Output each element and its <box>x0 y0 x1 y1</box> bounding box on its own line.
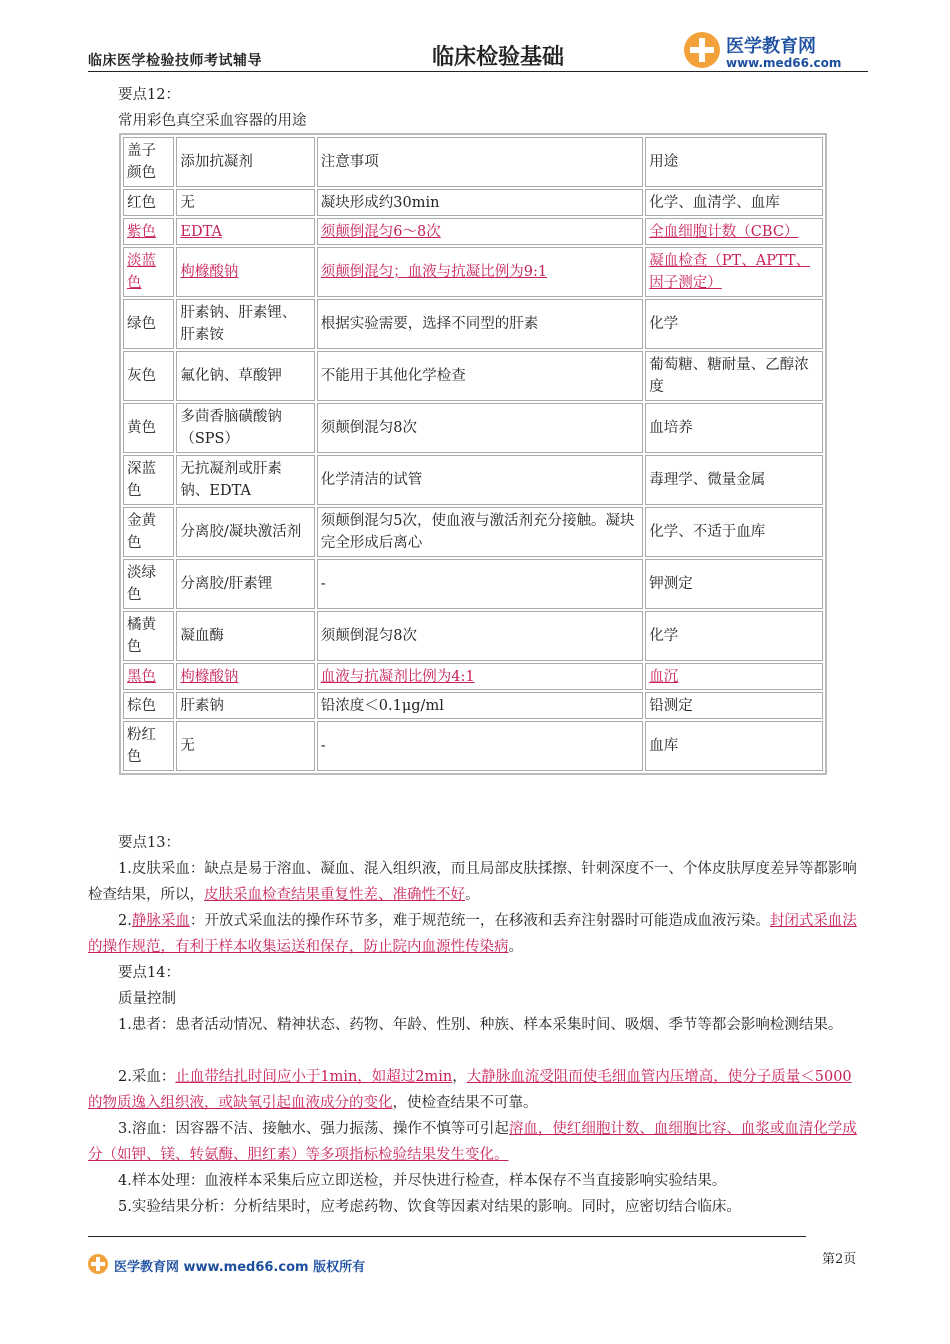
cell-color: 橘黄色 <box>123 611 174 661</box>
cell-additive: 分离胶/肝素锂 <box>176 559 314 609</box>
page-number: 第2页 <box>822 1252 857 1267</box>
cell-additive: 无 <box>176 189 314 216</box>
cell-additive: EDTA <box>176 218 314 245</box>
cell-use: 化学 <box>645 299 823 349</box>
cell-note: - <box>317 559 644 609</box>
paragraph-text: 3.溶血：因容器不洁、接触水、强力振荡、操作不慎等可引起 <box>118 1121 509 1137</box>
cell-additive: 多茴香脑磺酸钠（SPS） <box>176 403 314 453</box>
table-caption: 常用彩色真空采血容器的用途 <box>118 113 307 129</box>
cell-use: 血库 <box>645 721 823 771</box>
skin-sampling-paragraph <box>88 856 866 908</box>
cell-color: 灰色 <box>123 351 174 401</box>
highlighted-text: 皮肤采血检查结果重复性差、准确性不好 <box>204 887 465 903</box>
table-row <box>123 611 823 661</box>
cell-use: 化学、血清学、血库 <box>645 189 823 216</box>
paragraph-text: 2.采血： <box>118 1069 176 1085</box>
cell-note: 铅浓度＜0.1μg/ml <box>317 692 644 719</box>
table-row <box>123 559 823 609</box>
cell-note: 须颠倒混匀6～8次 <box>317 218 644 245</box>
cell-additive: 无抗凝剂或肝素钠、EDTA <box>176 455 314 505</box>
cell-color: 淡绿色 <box>123 559 174 609</box>
table-header-row <box>123 137 823 187</box>
cell-additive: 无 <box>176 721 314 771</box>
brand-logo <box>684 30 864 76</box>
sample-handling-paragraph: 4.样本处理：血液样本采集后应立即送检，并尽快进行检查，样本保存不当直接影响实验结果。 <box>118 1173 727 1189</box>
header-left-title: 临床医学检验技师考试辅导 <box>88 53 262 69</box>
logo-url: www.med66.com <box>726 56 842 70</box>
cell-use: 凝血检查（PT、APTT、因子测定） <box>645 247 823 297</box>
cell-color: 金黄色 <box>123 507 174 557</box>
table-row <box>123 403 823 453</box>
cell-use: 化学、不适于血库 <box>645 507 823 557</box>
cell-note: 不能用于其他化学检查 <box>317 351 644 401</box>
cell-use: 铅测定 <box>645 692 823 719</box>
cell-color: 黑色 <box>123 663 174 690</box>
paragraph-text: ：开放式采血法的操作环节多，难于规范统一，在移液和丢弃注射器时可能造成血液污染。 <box>189 913 770 929</box>
cell-additive: 分离胶/凝块激活剂 <box>176 507 314 557</box>
venous-sampling-paragraph <box>88 908 866 960</box>
footer-divider <box>88 1236 806 1237</box>
table-row <box>123 507 823 557</box>
footer-copyright: 医学教育网 www.med66.com 版权所有 <box>114 1260 366 1275</box>
cell-use: 钾测定 <box>645 559 823 609</box>
patient-paragraph: 1.患者：患者活动情况、精神状态、药物、年龄、性别、种族、样本采集时间、吸烟、季节等都会影响检测结果。 <box>118 1017 843 1033</box>
cross-logo-icon <box>88 1254 108 1274</box>
table-row <box>123 247 823 297</box>
header-cell: 用途 <box>645 137 823 187</box>
cell-color: 红色 <box>123 189 174 216</box>
table-row <box>123 721 823 771</box>
cell-use: 化学 <box>645 611 823 661</box>
cell-additive: 氟化钠、草酸钾 <box>176 351 314 401</box>
cell-note: 须颠倒混匀；血液与抗凝比例为9:1 <box>317 247 644 297</box>
cell-color: 黄色 <box>123 403 174 453</box>
result-analysis-paragraph: 5.实验结果分析：分析结果时，应考虑药物、饮食等因素对结果的影响。同时，应密切结合临床。 <box>118 1199 741 1215</box>
cell-note: 血液与抗凝剂比例为4:1 <box>317 663 644 690</box>
tube-table <box>119 133 827 775</box>
cell-use: 血培养 <box>645 403 823 453</box>
cell-color: 绿色 <box>123 299 174 349</box>
paragraph-text: 1.皮肤采血：缺点是易于溶血、凝血、混入组织液，而且局部皮肤揉擦、针刺深度不一、个体皮肤厚度差异等都影响检查结果，所以， <box>88 861 857 903</box>
cell-note: 须颠倒混匀8次 <box>317 403 644 453</box>
highlighted-text: 静脉采血 <box>131 913 190 929</box>
cell-note: 凝块形成约30min <box>317 189 644 216</box>
cell-additive: 枸橼酸钠 <box>176 663 314 690</box>
section12-heading: 要点12： <box>118 87 180 103</box>
highlighted-text: 止血带结扎时间应小于1min，如超过2min <box>175 1069 453 1085</box>
cell-note: 化学清洁的试管 <box>317 455 644 505</box>
cell-note: 根据实验需要，选择不同型的肝素 <box>317 299 644 349</box>
cell-note: - <box>317 721 644 771</box>
cell-note: 须颠倒混匀5次，使血液与激活剂充分接触。凝块完全形成后离心 <box>317 507 644 557</box>
cell-color: 紫色 <box>123 218 174 245</box>
cell-color: 深蓝色 <box>123 455 174 505</box>
paragraph-text: 2. <box>118 913 132 929</box>
cell-note: 须颠倒混匀8次 <box>317 611 644 661</box>
cross-logo-icon <box>684 32 720 68</box>
highlighted-text: 封闭式采血法的操作规范，有利于样本收集运送和保存，防止院内血源性传染病 <box>88 913 857 955</box>
cell-use: 毒理学、微量金属 <box>645 455 823 505</box>
cell-color: 棕色 <box>123 692 174 719</box>
section14-subheading: 质量控制 <box>118 991 176 1007</box>
cell-use: 葡萄糖、糖耐量、乙醇浓度 <box>645 351 823 401</box>
cell-color: 粉红色 <box>123 721 174 771</box>
table-row <box>123 189 823 216</box>
header-divider <box>88 71 868 72</box>
paragraph-text: ，使检查结果不可靠。 <box>392 1095 538 1111</box>
header-center-title: 临床检验基础 <box>432 45 565 70</box>
paragraph-text: 。 <box>508 939 523 955</box>
section14-heading: 要点14： <box>118 965 180 981</box>
cell-additive: 凝血酶 <box>176 611 314 661</box>
table-row <box>123 218 823 245</box>
logo-name: 医学教育网 <box>726 36 816 57</box>
section13-heading: 要点13： <box>118 835 180 851</box>
highlighted-text: 溶血，使红细胞计数、血细胞比容、血浆或血清化学成分（如钾、镁、转氨酶、胆红素）等多项指标检验结果发生变化。 <box>88 1121 857 1163</box>
cell-additive: 肝素钠 <box>176 692 314 719</box>
table-row <box>123 299 823 349</box>
header-cell: 盖子颜色 <box>123 137 174 187</box>
cell-use: 全血细胞计数（CBC） <box>645 218 823 245</box>
blood-draw-paragraph <box>88 1064 866 1116</box>
cell-color: 淡蓝色 <box>123 247 174 297</box>
header-cell: 添加抗凝剂 <box>176 137 314 187</box>
paragraph-text: 。 <box>465 887 480 903</box>
cell-additive: 肝素钠、肝素锂、肝素铵 <box>176 299 314 349</box>
table-row <box>123 692 823 719</box>
table-row <box>123 351 823 401</box>
highlighted-text: 大静脉血流受阻而使毛细血管内压增高，使分子质量＜5000的物质逸入组织液，或缺氧引起血液成分的变化 <box>88 1069 852 1111</box>
hemolysis-paragraph <box>88 1116 866 1168</box>
table-row <box>123 455 823 505</box>
table-row <box>123 663 823 690</box>
cell-use: 血沉 <box>645 663 823 690</box>
cell-additive: 枸橼酸钠 <box>176 247 314 297</box>
header-cell: 注意事项 <box>317 137 644 187</box>
paragraph-text: ， <box>452 1069 467 1085</box>
